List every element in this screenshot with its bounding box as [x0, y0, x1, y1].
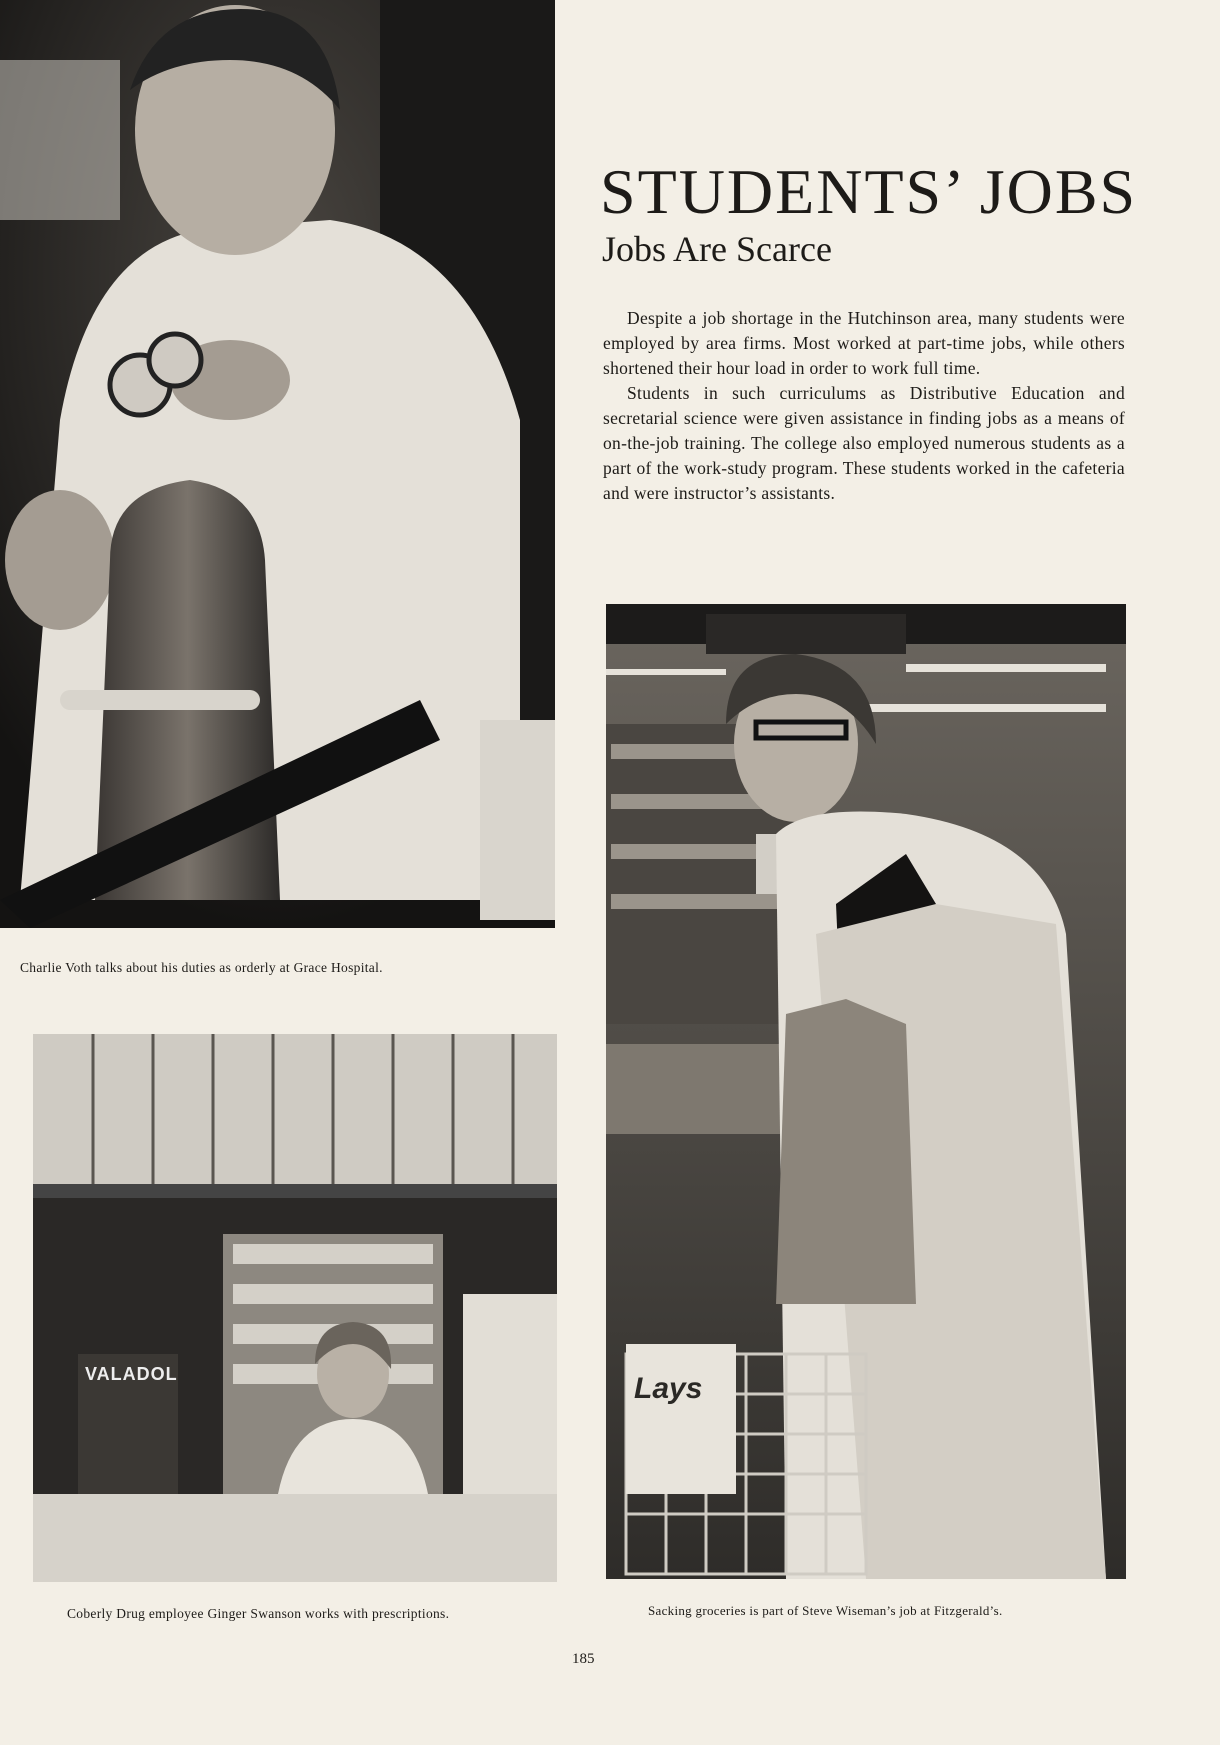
caption-grocery: Sacking groceries is part of Steve Wiseman’s job at Fitzgerald’s. — [648, 1603, 1003, 1618]
article-paragraph: Despite a job shortage in the Hutchinson area, many students were employed by area firms. Most worked at part-time jobs, while others shortened their hour load in order to work full time. — [603, 308, 1125, 378]
page-number: 185 — [572, 1651, 595, 1667]
caption-drugstore: Coberly Drug employee Ginger Swanson works with prescriptions. — [67, 1606, 450, 1621]
page-title: STUDENTS’ JOBS — [600, 156, 1138, 227]
valadol-sign: VALADOL — [85, 1364, 178, 1384]
page-subtitle: Jobs Are Scarce — [602, 229, 832, 269]
article-body — [603, 306, 1125, 506]
photo-orderly — [0, 0, 555, 928]
caption-orderly: Charlie Voth talks about his duties as orderly at Grace Hospital. — [20, 960, 383, 975]
photo-drugstore — [33, 1034, 557, 1582]
article-paragraph: Students in such curriculums as Distributive Education and secretarial science were given assistance in finding jobs as a means of on-the-job training. The college also employed numerous students as a part of the work-study program. These students worked in the cafeteria and were instructor’s assistants. — [603, 383, 1125, 503]
photo-grocery — [606, 604, 1126, 1579]
lays-bag-label: Lays — [634, 1372, 703, 1405]
